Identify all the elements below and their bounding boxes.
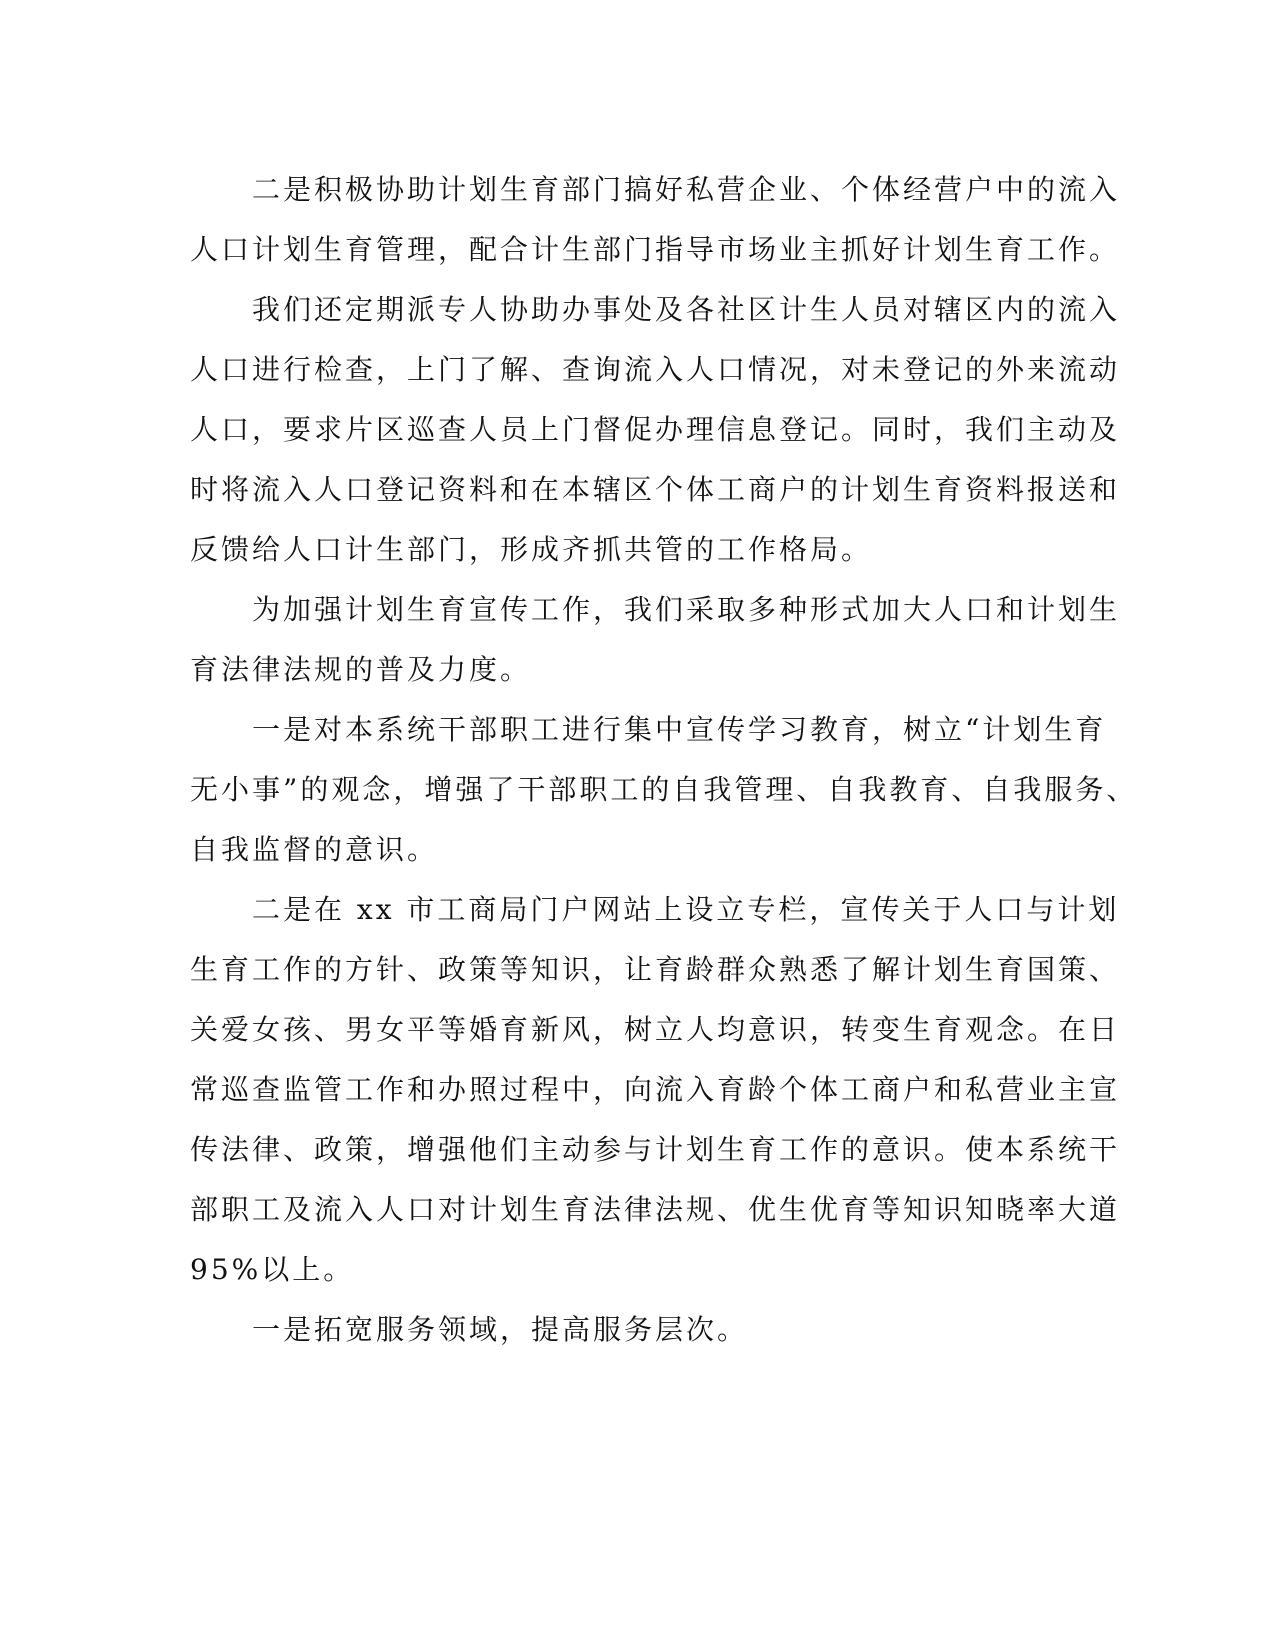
- text-line: 人口计划生育管理，配合计生部门指导市场业主抓好计划生育工作。: [190, 233, 1121, 266]
- text-line: 二是积极协助计划生育部门搞好私营企业、个体经营户中的流入: [252, 173, 1121, 206]
- text-line: 部职工及流入人口对计划生育法律法规、优生优育等知识知晓率大道: [190, 1193, 1121, 1226]
- text-line: 95%以上。: [190, 1253, 355, 1286]
- paragraph-6: [190, 1300, 1080, 1360]
- text-line: 我们还定期派专人协助办事处及各社区计生人员对辖区内的流入: [252, 293, 1121, 326]
- text-line: 育法律法规的普及力度。: [190, 653, 532, 686]
- text-line: 无小事”的观念，增强了干部职工的自我管理、自我教育、自我服务、: [190, 773, 1138, 806]
- paragraph-4: [190, 700, 1138, 880]
- document-body: [190, 160, 1138, 1360]
- paragraph-3: [190, 580, 1121, 700]
- paragraph-5: [190, 880, 1121, 1300]
- text-line: 一是对本系统干部职工进行集中宣传学习教育，树立“计划生育: [252, 713, 1107, 746]
- text-line: 关爱女孩、男女平等婚育新风，树立人均意识，转变生育观念。在日: [190, 1013, 1121, 1046]
- text-line: 人口进行检查，上门了解、查询流入人口情况，对未登记的外来流动: [190, 353, 1121, 386]
- text-line: 二是在 xx 市工商局门户网站上设立专栏，宣传关于人口与计划: [252, 893, 1120, 926]
- text-line: 生育工作的方针、政策等知识，让育龄群众熟悉了解计划生育国策、: [190, 953, 1121, 986]
- paragraph-2: [190, 280, 1121, 580]
- text-line: 自我监督的意识。: [190, 833, 439, 866]
- text-line: 传法律、政策，增强他们主动参与计划生育工作的意识。使本系统干: [190, 1133, 1121, 1166]
- text-line: 时将流入人口登记资料和在本辖区个体工商户的计划生育资料报送和: [190, 473, 1121, 506]
- text-line: 一是拓宽服务领域，提高服务层次。: [252, 1313, 749, 1346]
- text-line: 反馈给人口计生部门，形成齐抓共管的工作格局。: [190, 533, 873, 566]
- text-line: 为加强计划生育宣传工作，我们采取多种形式加大人口和计划生: [252, 593, 1121, 626]
- text-line: 常巡查监管工作和办照过程中，向流入育龄个体工商户和私营业主宣: [190, 1073, 1121, 1106]
- paragraph-1: [190, 160, 1121, 280]
- text-line: 人口，要求片区巡查人员上门督促办理信息登记。同时，我们主动及: [190, 413, 1121, 446]
